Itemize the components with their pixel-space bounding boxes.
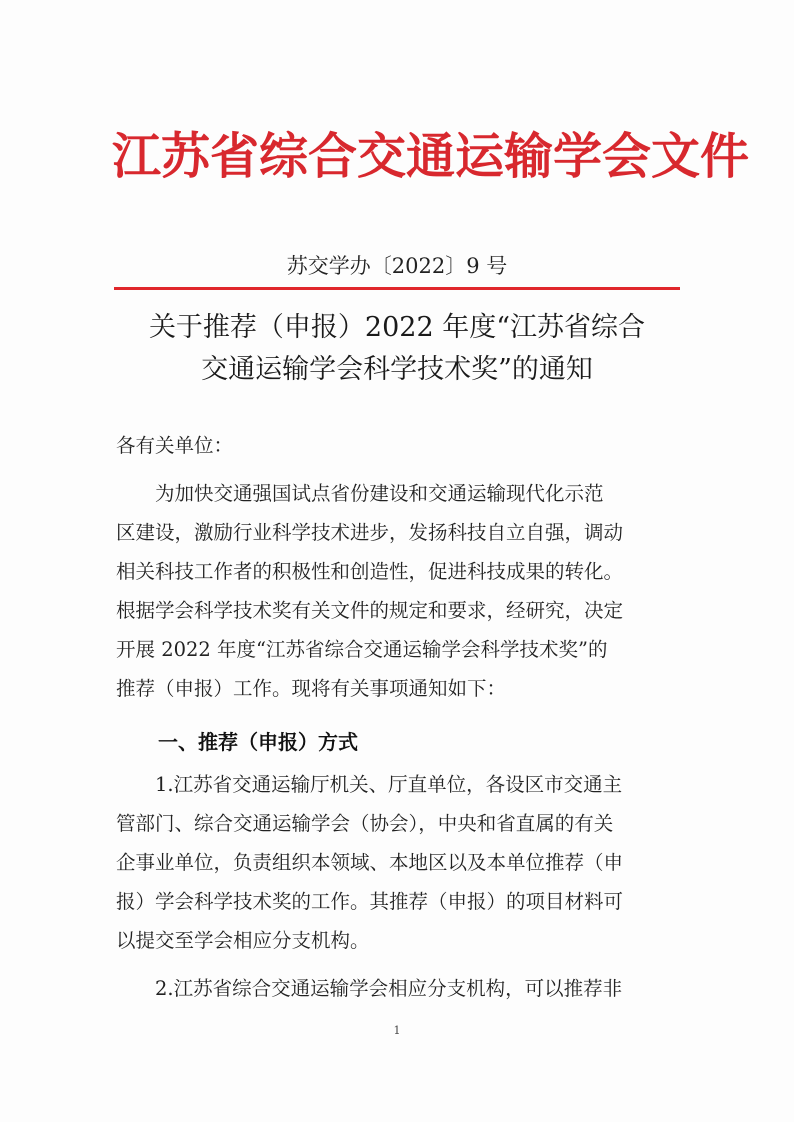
paragraph-line: 以提交至学会相应分支机构。 bbox=[116, 929, 370, 952]
paragraph-line: 为加快交通强国试点省份建设和交通运输现代化示范 bbox=[116, 482, 604, 505]
organization-header: 江苏省综合交通运输学会文件 bbox=[112, 127, 750, 185]
paragraph-line: 相关科技工作者的积极性和创造性，促进科技成果的转化。 bbox=[116, 560, 624, 583]
paragraph-line: 1.江苏省交通运输厅机关、厅直单位，各设区市交通主 bbox=[116, 773, 623, 796]
salutation: 各有关单位： bbox=[116, 434, 234, 457]
paragraph-line: 推荐（申报）工作。现将有关事项通知如下： bbox=[116, 677, 507, 700]
paragraph-line: 报）学会科学技术奖的工作。其推荐（申报）的项目材料可 bbox=[116, 890, 624, 913]
paragraph-line: 根据学会科学技术奖有关文件的规定和要求，经研究，决定 bbox=[116, 599, 624, 622]
document-number: 苏交学办〔2022〕9 号 bbox=[286, 254, 508, 278]
paragraph-line: 开展 2022 年度“江苏省综合交通运输学会科学技术奖”的 bbox=[116, 638, 608, 661]
paragraph-line: 管部门、综合交通运输学会（协会），中央和省直属的有关 bbox=[116, 812, 614, 835]
document-title-line-1: 关于推荐（申报）2022 年度“江苏省综合 bbox=[148, 312, 646, 343]
page-number: 1 bbox=[393, 1024, 401, 1037]
section-heading: 一、推荐（申报）方式 bbox=[158, 730, 358, 754]
document-title-line-2: 交通运输学会科学技术奖”的通知 bbox=[201, 354, 593, 385]
paragraph-line: 区建设，激励行业科学技术进步，发扬科技自立自强，调动 bbox=[116, 521, 624, 544]
paragraph-line: 2.江苏省综合交通运输学会相应分支机构，可以推荐非 bbox=[116, 977, 623, 1000]
header-divider bbox=[114, 287, 680, 290]
paragraph-line: 企事业单位，负责组织本领域、本地区以及本单位推荐（申 bbox=[116, 851, 624, 874]
